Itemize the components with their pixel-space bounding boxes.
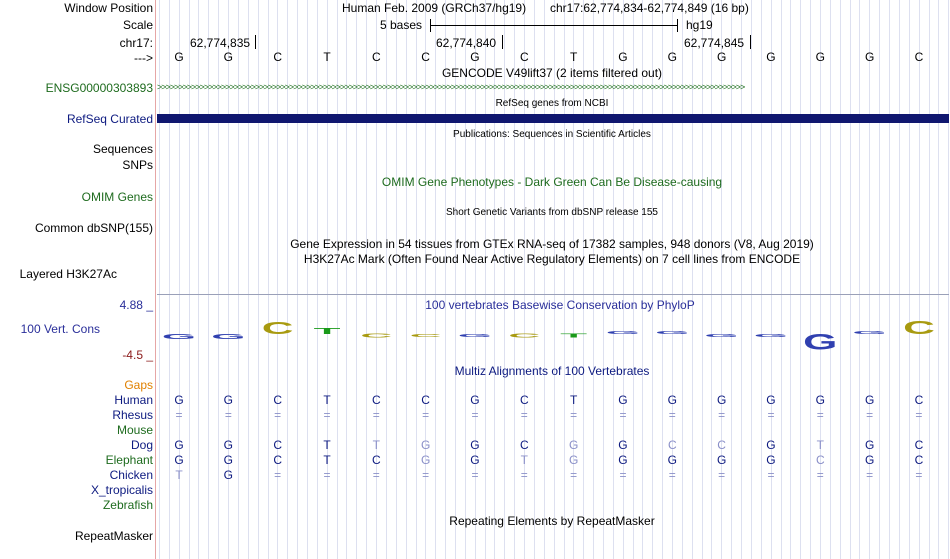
alignment-base: G <box>223 453 233 467</box>
conservation-divider <box>157 294 949 295</box>
alignment-base: G <box>174 453 184 467</box>
sequence-base: G <box>618 50 628 64</box>
alignment-base: G <box>864 438 875 452</box>
scale-db: hg19 <box>686 18 713 32</box>
conservation-logo-letter: G <box>605 330 641 335</box>
alignment-base: C <box>914 438 924 452</box>
alignment-base: = <box>422 468 430 482</box>
alignment-base: = <box>668 408 676 422</box>
alignment-base: = <box>224 408 232 422</box>
alignment-base: C <box>273 393 282 407</box>
strand-label: ---> <box>134 51 153 65</box>
sequence-base: G <box>716 50 727 64</box>
conservation-logo-letter: C <box>261 319 294 339</box>
alignment-base: T <box>323 438 331 452</box>
conservation-logo-letter: G <box>211 332 246 341</box>
sequence-base: G <box>864 50 875 64</box>
alignment-base: = <box>422 408 430 422</box>
alignment-base: C <box>914 453 924 467</box>
alignment-base: G <box>667 453 677 467</box>
alignment-base: = <box>471 408 479 422</box>
refseq-gene-feature[interactable] <box>157 114 949 123</box>
conservation-logo-letter: G <box>161 332 197 341</box>
alignment-base: G <box>716 453 727 467</box>
alignment-base: C <box>519 393 529 407</box>
omim-track-label[interactable]: OMIM Genes <box>81 190 153 204</box>
cons-min-label: -4.5 _ <box>122 348 153 362</box>
alignment-base: G <box>470 393 480 407</box>
species-label[interactable]: Zebrafish <box>102 498 153 512</box>
alignment-base: = <box>668 468 676 482</box>
gtex-track-title: Gene Expression in 54 tissues from GTEx RNA-seq of 17382 samples, 948 donors (V8, Aug 2019) <box>290 237 814 251</box>
species-label[interactable]: Mouse <box>116 423 153 437</box>
alignment-base: = <box>767 468 775 482</box>
coord-tick-3 <box>750 35 751 49</box>
alignment-base: C <box>667 438 677 452</box>
conservation-logo-letter: G <box>803 329 838 355</box>
alignment-base: = <box>767 408 775 422</box>
omim-track-title: OMIM Gene Phenotypes - Dark Green Can Be Disease-causing <box>381 175 723 189</box>
alignment-base: G <box>716 393 727 407</box>
alignment-base: C <box>421 393 430 407</box>
alignment-base: G <box>223 438 233 452</box>
snps-track-label[interactable]: SNPs <box>122 158 153 172</box>
alignment-base: G <box>667 393 677 407</box>
alignment-base: = <box>520 408 528 422</box>
sequence-base: C <box>519 50 529 64</box>
alignment-base: = <box>718 468 726 482</box>
alignment-base: C <box>371 393 381 407</box>
alignment-base: = <box>323 468 331 482</box>
conservation-logo-letter: G <box>457 333 493 338</box>
sequence-base: T <box>569 50 578 64</box>
alignment-base: G <box>223 393 233 407</box>
alignment-base: G <box>618 453 628 467</box>
alignment-base: = <box>718 408 726 422</box>
repeatmasker-track-title: Repeating Elements by RepeatMasker <box>449 514 655 528</box>
coord-tick-2 <box>502 35 503 49</box>
alignment-base: = <box>915 468 923 482</box>
alignment-base: C <box>371 453 381 467</box>
alignment-base: = <box>866 408 874 422</box>
alignment-base: = <box>274 408 282 422</box>
species-label[interactable]: Rhesus <box>112 408 153 422</box>
alignment-base: T <box>323 393 331 407</box>
sequence-base: G <box>667 50 677 64</box>
alignment-base: C <box>273 453 282 467</box>
h3k27ac-track-label[interactable]: Layered H3K27Ac <box>19 267 117 281</box>
sequence-base: C <box>914 50 924 64</box>
alignment-base: C <box>815 453 825 467</box>
alignment-base: G <box>568 453 579 467</box>
ensg-track-label[interactable]: ENSG00000303893 <box>45 81 153 95</box>
alignment-base: G <box>174 393 184 407</box>
sequence-base: C <box>273 50 282 64</box>
conservation-logo-letter: G <box>753 333 789 338</box>
alignment-base: C <box>273 438 282 452</box>
assembly-title: Human Feb. 2009 (GRCh37/hg19) <box>342 1 527 15</box>
conservation-logo-letter: T <box>313 326 341 336</box>
alignment-base: T <box>520 453 528 467</box>
alignment-base: = <box>619 468 627 482</box>
multiz-track-title: Multiz Alignments of 100 Vertebrates <box>454 364 650 378</box>
conservation-logo-letter: C <box>508 333 541 339</box>
alignment-base: G <box>420 453 431 467</box>
species-label[interactable]: X_tropicalis <box>90 483 153 497</box>
coord-label-2: 62,774,840 <box>436 36 497 50</box>
phylop-track-title: 100 vertebrates Basewise Conservation by PhyloP <box>425 298 695 312</box>
alignment-base: = <box>274 468 282 482</box>
alignment-base: G <box>618 393 628 407</box>
dbsnp-track-label[interactable]: Common dbSNP(155) <box>34 221 153 235</box>
scale-bar-right-tick <box>677 19 678 32</box>
alignment-base: G <box>223 468 233 482</box>
sequence-base: G <box>174 50 184 64</box>
gencode-track-title: GENCODE V49lift37 (2 items filtered out) <box>441 66 663 80</box>
conservation-logo-letter: C <box>903 317 935 339</box>
alignment-base: G <box>815 393 825 407</box>
window-position-label: Window Position <box>64 1 153 15</box>
ensg-gene-feature[interactable]: >>>>>>>>>>>>>>>>>>>>>>>>>>>>>>>>>>>>>>>>>>>>>>>>>>>>>>>>>>>>>>>>>>>>>>>>>>>>>>>>>>>>>>>>>>>>>>>>>>>>>>>>>>>>>>>>>>>>>>>>>>>>>>>>>>>>>>>>>> <box>157 82 745 92</box>
alignment-base: G <box>618 438 628 452</box>
conservation-logo <box>157 315 949 355</box>
alignment-base: = <box>619 408 627 422</box>
scale-bar <box>430 25 678 26</box>
sequence-base: G <box>815 50 825 64</box>
alignment-base: C <box>717 438 726 452</box>
species-label[interactable]: Human <box>114 393 153 407</box>
scale-label: Scale <box>122 18 153 32</box>
cons-track-label[interactable]: 100 Vert. Cons <box>20 322 100 336</box>
alignment-base: G <box>470 438 480 452</box>
alignment-base: G <box>766 393 776 407</box>
publications-track-title: Publications: Sequences in Scientific Articles <box>453 129 651 140</box>
alignment-base: = <box>816 468 824 482</box>
dbsnp-track-title: Short Genetic Variants from dbSNP release 155 <box>446 207 658 218</box>
alignment-base: G <box>864 453 875 467</box>
window-position: chr17:62,774,834-62,774,849 (16 bp) <box>550 1 749 15</box>
sequence-base: C <box>421 50 430 64</box>
alignment-base: C <box>914 393 924 407</box>
conservation-logo-letter: C <box>360 333 393 339</box>
h3k27ac-track-title: H3K27Ac Mark (Often Found Near Active Regulatory Elements) on 7 cell lines from ENCODE <box>303 252 801 266</box>
alignment-base: T <box>175 468 183 482</box>
alignment-base: C <box>519 438 529 452</box>
alignment-base: = <box>866 468 874 482</box>
alignment-base: T <box>816 438 824 452</box>
sequences-track-label[interactable]: Sequences <box>92 142 153 156</box>
coord-tick-1 <box>255 35 256 49</box>
alignment-base: = <box>175 408 183 422</box>
alignment-base: = <box>323 408 331 422</box>
alignment-base: G <box>174 438 184 452</box>
alignment-base: = <box>570 468 578 482</box>
species-label[interactable]: Chicken <box>109 468 153 482</box>
coord-label-1: 62,774,835 <box>190 36 251 50</box>
conservation-logo-letter: C <box>409 333 442 338</box>
sequence-base: G <box>223 50 233 64</box>
conservation-logo-letter: G <box>704 333 739 338</box>
species-label[interactable]: Elephant <box>105 453 153 467</box>
alignment-base: G <box>568 438 579 452</box>
alignment-base: G <box>864 393 875 407</box>
sequence-base: G <box>766 50 776 64</box>
alignment-base: = <box>816 408 824 422</box>
refseq-track-title: RefSeq genes from NCBI <box>495 98 609 109</box>
conservation-logo-letter: G <box>655 330 690 335</box>
sequence-base: T <box>323 50 331 64</box>
refseq-track-label[interactable]: RefSeq Curated <box>66 112 153 126</box>
alignment-base: = <box>372 408 380 422</box>
alignment-base: = <box>570 408 578 422</box>
scale-bar-left-tick <box>430 19 431 32</box>
alignment-base: T <box>323 453 331 467</box>
alignment-base: T <box>372 438 380 452</box>
alignment-base: G <box>766 453 776 467</box>
chrom-label: chr17: <box>119 36 153 50</box>
alignment-base: T <box>569 393 578 407</box>
alignment-base: = <box>471 468 479 482</box>
alignment-base: G <box>420 438 431 452</box>
conservation-logo-letter: G <box>852 330 887 335</box>
alignment-base: = <box>915 408 923 422</box>
gaps-label: Gaps <box>124 378 153 392</box>
species-label[interactable]: Dog <box>130 438 153 452</box>
conservation-logo-letter: T <box>560 333 588 339</box>
alignment-base: G <box>766 438 776 452</box>
alignment-base: = <box>372 468 380 482</box>
alignment-base: = <box>520 468 528 482</box>
sequence-base: G <box>470 50 480 64</box>
cons-max-label: 4.88 _ <box>119 298 153 312</box>
coord-label-3: 62,774,845 <box>684 36 745 50</box>
sequence-base: C <box>371 50 381 64</box>
repeatmasker-track-label[interactable]: RepeatMasker <box>74 529 153 543</box>
scale-text: 5 bases <box>380 18 423 32</box>
alignment-base: G <box>470 453 480 467</box>
